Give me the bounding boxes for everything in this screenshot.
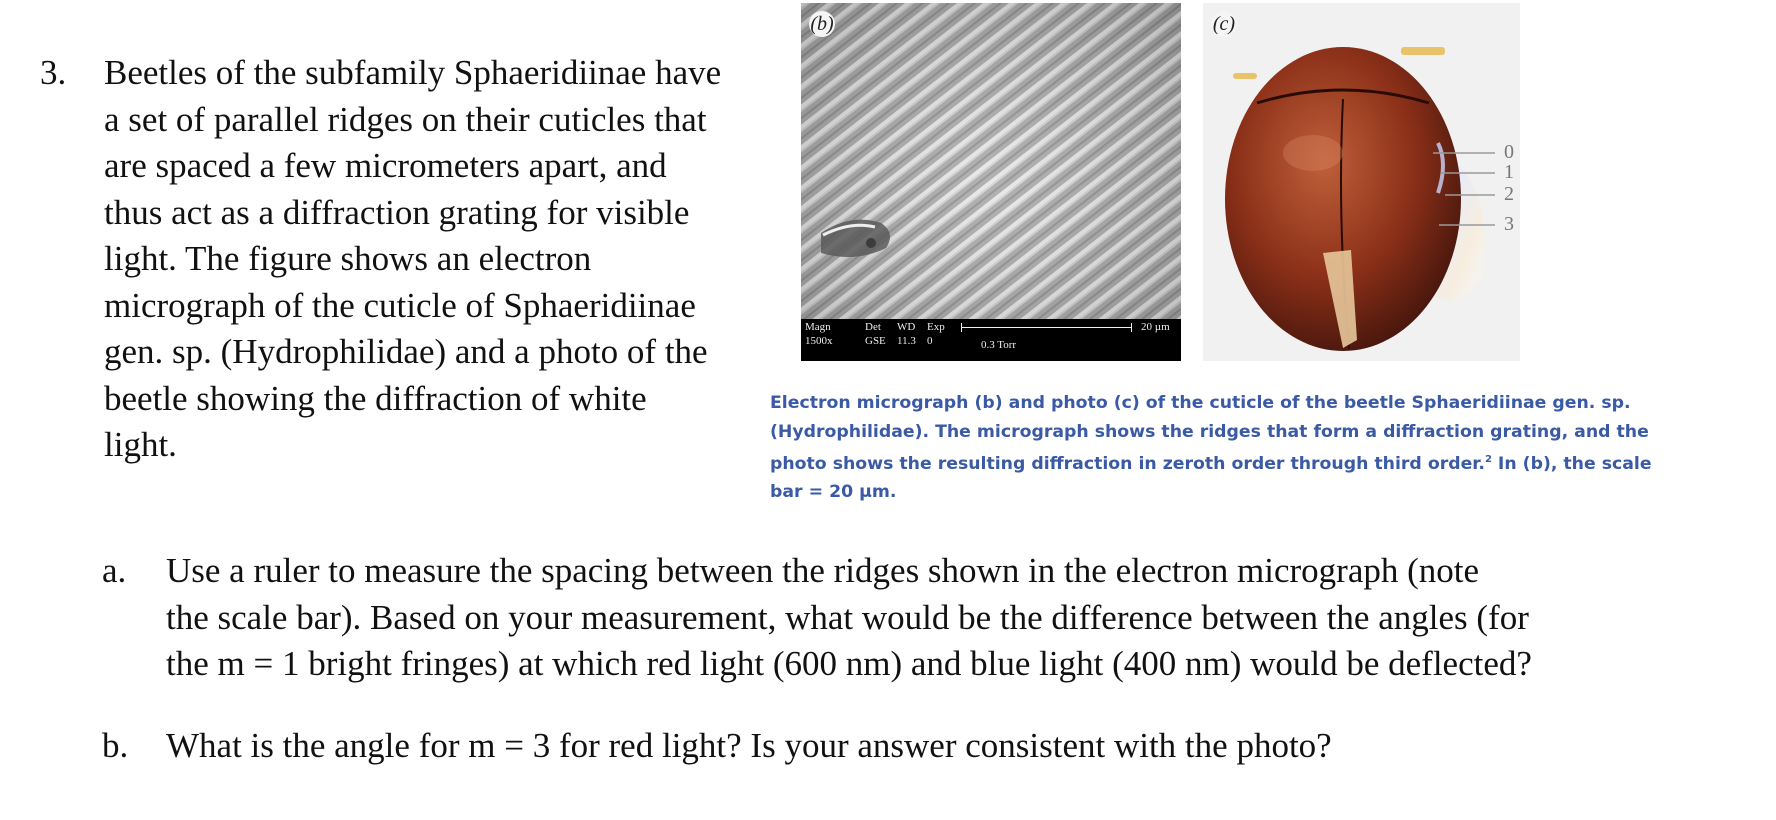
databar-exp-value: 0	[927, 335, 933, 347]
part-a-line-2: the scale bar). Based on your measurement, what would be the difference between the angles (for	[166, 597, 1529, 637]
beetle-photo	[1203, 3, 1520, 361]
panel-c-letter: (c)	[1212, 13, 1236, 35]
databar-exp-header: Exp	[927, 321, 945, 333]
scale-bar-label: 20 µm	[1141, 321, 1170, 333]
footnote-marker: 2	[1484, 454, 1492, 465]
databar-wd-value: 11.3	[897, 335, 916, 347]
question-intro	[104, 50, 724, 469]
databar-pressure: 0.3 Torr	[981, 339, 1017, 351]
order-label-1: 1	[1504, 161, 1514, 183]
databar-wd-header: WD	[897, 321, 916, 333]
beetle-image	[1203, 3, 1520, 361]
part-b-line-1: What is the angle for m = 3 for red light? Is your answer consistent with the photo?	[166, 726, 1332, 765]
databar-mag-value: 1500x	[805, 335, 833, 347]
order-label-2: 2	[1504, 183, 1514, 205]
figure-caption-tail: In (b), the scale bar = 20 µm.	[770, 453, 1652, 503]
order-label-0: 0	[1504, 141, 1514, 163]
figure-caption	[770, 389, 1660, 507]
databar-det-header: Det	[865, 321, 881, 333]
scale-bar-line	[961, 327, 1131, 328]
question-intro-text: Beetles of the subfamily Sphaeridiinae have a set of parallel ridges on their cuticles that are spaced a few micrometers apart, and thus act as a diffraction grating for visible light. The figure shows an electron micrograph of the cuticle of Sphaeridiinae gen. sp. (Hydrophilidae) and a photo of the beetle showing the diffraction of white light.	[104, 53, 722, 464]
part-b-text	[166, 723, 1766, 770]
scale-bar-tick-left	[961, 323, 962, 332]
order-label-3: 3	[1504, 213, 1514, 235]
question-number: 3.	[40, 53, 67, 92]
sem-databar	[801, 319, 1181, 361]
part-a-letter: a.	[102, 551, 127, 590]
panel-b-letter: (b)	[810, 13, 834, 35]
part-a-line-1: Use a ruler to measure the spacing between the ridges shown in the electron micrograph (note	[166, 551, 1480, 590]
figure-caption-text: Electron micrograph (b) and photo (c) of the cuticle of the beetle Sphaeridiinae gen. sp. (Hydrophilidae). The micrograph shows the ridges that form a diffraction grating, and the photo shows the resulting diffraction in zeroth order through third order.	[770, 393, 1649, 474]
scale-bar-tick-right	[1131, 323, 1132, 332]
databar-mag-header: Magn	[805, 321, 831, 333]
electron-micrograph	[801, 3, 1181, 361]
part-b-letter: b.	[102, 726, 129, 765]
databar-det-value: GSE	[865, 335, 886, 347]
micrograph-ridges-image	[801, 3, 1181, 361]
part-a-text	[166, 548, 1766, 688]
part-a-line-3: the m = 1 bright fringes) at which red light (600 nm) and blue light (400 nm) would be deflected?	[166, 644, 1532, 683]
